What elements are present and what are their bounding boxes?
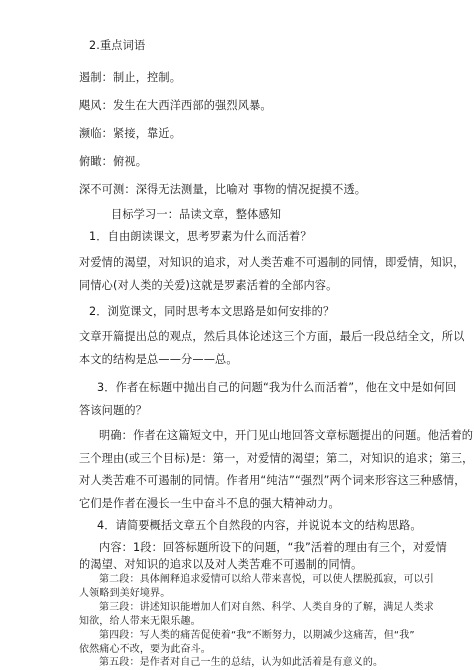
question-4: 4．请简要概括文章五个自然段的内容，并说说本文的结构思路。 — [97, 519, 422, 532]
answer-2-line-1: 文章开篇提出总的观点，然后具体论述这三个方面，最后一段总结全文，所以 — [79, 330, 465, 343]
answer-4-line-3: 第二段：具体阐释追求爱情可以给人带来喜悦，可以使人摆脱孤寂，可以引 — [99, 574, 434, 585]
answer-4-line-1: 内容：1段：回答标题所设下的问题，“我”活着的理由有三个，对爱情 — [99, 541, 447, 554]
answer-4-line-9: 第五段：是作者对自己一生的总结，认为如此活着是有意义的。 — [99, 657, 384, 668]
question-3-line-2: 答该问题的？ — [79, 404, 148, 417]
answer-2-line-2: 本文的结构是总——分——总。 — [79, 353, 238, 366]
answer-4-line-6: 知欲，给人带来无限乐趣。 — [79, 616, 201, 627]
question-1: 1．自由朗读课文，思考罗素为什么而活着？ — [89, 230, 312, 243]
question-2: 2．浏览课文，同时思考本文思路是如何安排的？ — [89, 305, 335, 318]
answer-4-line-8: 依然痛心不改，要为此奋斗。 — [79, 644, 211, 655]
answer-4-line-4: 人领略到美好境界。 — [79, 588, 171, 599]
vocab-entry-1: 遏制：制止，控制。 — [79, 71, 182, 84]
answer-1-line-2: 同情心(对人类的关爱)这就是罗素活着的全部内容。 — [79, 279, 338, 292]
answer-3-line-4: 它们是作者在漫长一生中奋斗不息的强大精神动力。 — [79, 497, 340, 510]
vocab-entry-4: 俯瞰：俯视。 — [79, 155, 148, 168]
section-heading: 2.重点词语 — [89, 39, 146, 52]
answer-4-line-5: 第三段：讲述知识能增加人们对自然、科学、人类自身的了解，满足人类求 — [99, 602, 434, 613]
answer-3-line-3: 对人类苦难不可遏制的同情。作者用“纯洁”“强烈”两个词来形容这三种感情， — [79, 474, 466, 487]
goal-heading: 目标学习一：品读文章，整体感知 — [111, 208, 282, 221]
answer-4-line-7: 第四段：写人类的痛苦促使着“我”不断努力，以期减少这痛苦，但“我” — [99, 630, 415, 641]
vocab-entry-3: 濒临：紧接，靠近。 — [79, 127, 182, 140]
question-3-line-1: 3．作者在标题中抛出自己的问题“我为什么而活着”，他在文中是如何回 — [97, 381, 457, 394]
answer-4-line-2: 的渴望、对知识的追求以及对人类苦难不可遏制的同情。 — [79, 558, 363, 571]
answer-3-line-2: 三个理由(或三个目标)是：第一，对爱情的渴望；第二，对知识的追求；第三， — [79, 452, 474, 465]
vocab-entry-5: 深不可测：深得无法测量，比喻对 事物的情况捉摸不透。 — [79, 183, 367, 196]
vocab-entry-2: 飓风：发生在大西洋西部的强烈风暴。 — [79, 99, 272, 112]
answer-1-line-1: 对爱情的渴望，对知识的追求，对人类苦难不可遏制的同情，即爱情，知识， — [79, 256, 465, 269]
answer-3-line-1: 明确：作者在这篇短文中，开门见山地回答文章标题提出的问题。他活着的 — [99, 429, 474, 442]
